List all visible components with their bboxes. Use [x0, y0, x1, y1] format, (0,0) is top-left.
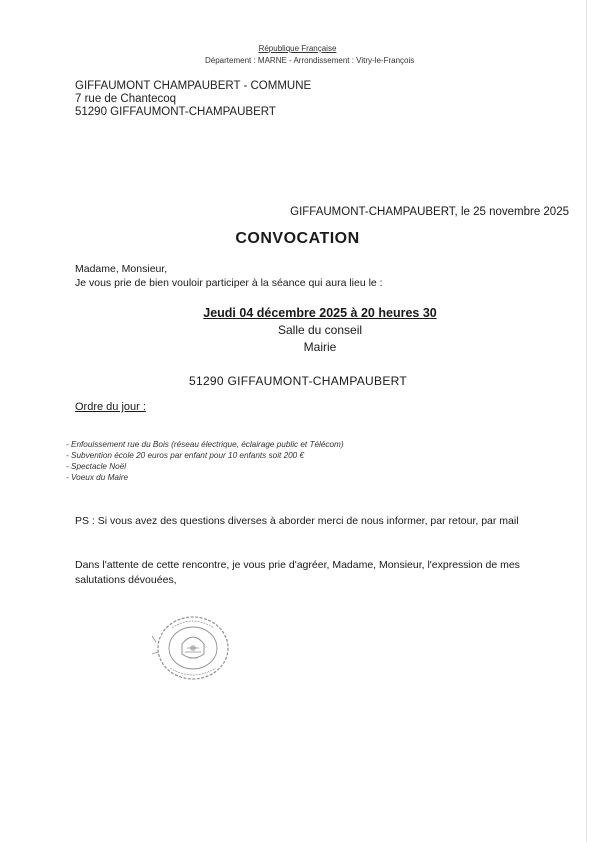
- header-departement: Département : MARNE - Arrondissement : Vitry-le-François: [205, 56, 415, 65]
- date-line: GIFFAUMONT-CHAMPAUBERT, le 25 novembre 2025: [290, 206, 569, 218]
- municipal-seal-icon: [152, 608, 234, 686]
- sender-name: GIFFAUMONT CHAMPAUBERT - COMMUNE: [75, 80, 312, 92]
- meeting-building: Mairie: [303, 340, 337, 354]
- document-title: CONVOCATION: [235, 230, 360, 247]
- sender-city: 51290 GIFFAUMONT-CHAMPAUBERT: [75, 106, 276, 118]
- greeting-invite: Je vous prie de bien vouloir participer à la séance qui aura lieu le :: [75, 277, 383, 289]
- meeting-date: Jeudi 04 décembre 2025 à 20 heures 30: [203, 306, 437, 320]
- closing-line-1: Dans l'attente de cette rencontre, je vous prie d'agréer, Madame, Monsieur, l'expression de mes: [75, 559, 520, 571]
- agenda-item: - Voeux du Maire: [66, 473, 129, 482]
- agenda-item: - Spectacle Noël: [66, 462, 127, 471]
- greeting-salutation: Madame, Monsieur,: [75, 263, 168, 275]
- meeting-room: Salle du conseil: [277, 323, 363, 337]
- closing-line-2: salutations dévouées,: [75, 574, 177, 586]
- header-republique: République Française: [258, 44, 337, 53]
- agenda-heading: Ordre du jour :: [75, 401, 146, 413]
- meeting-city: 51290 GIFFAUMONT-CHAMPAUBERT: [189, 374, 408, 388]
- postscript: PS : Si vous avez des questions diverses à aborder merci de nous informer, par retour, par mail: [75, 515, 519, 527]
- sender-street: 7 rue de Chantecoq: [75, 93, 177, 105]
- agenda-item: - Subvention école 20 euros par enfant pour 10 enfants soit 200 €: [66, 451, 305, 460]
- agenda-item: - Enfouissement rue du Bois (réseau électrique, éclairage public et Télécom): [66, 440, 344, 449]
- page-edge: [586, 0, 587, 842]
